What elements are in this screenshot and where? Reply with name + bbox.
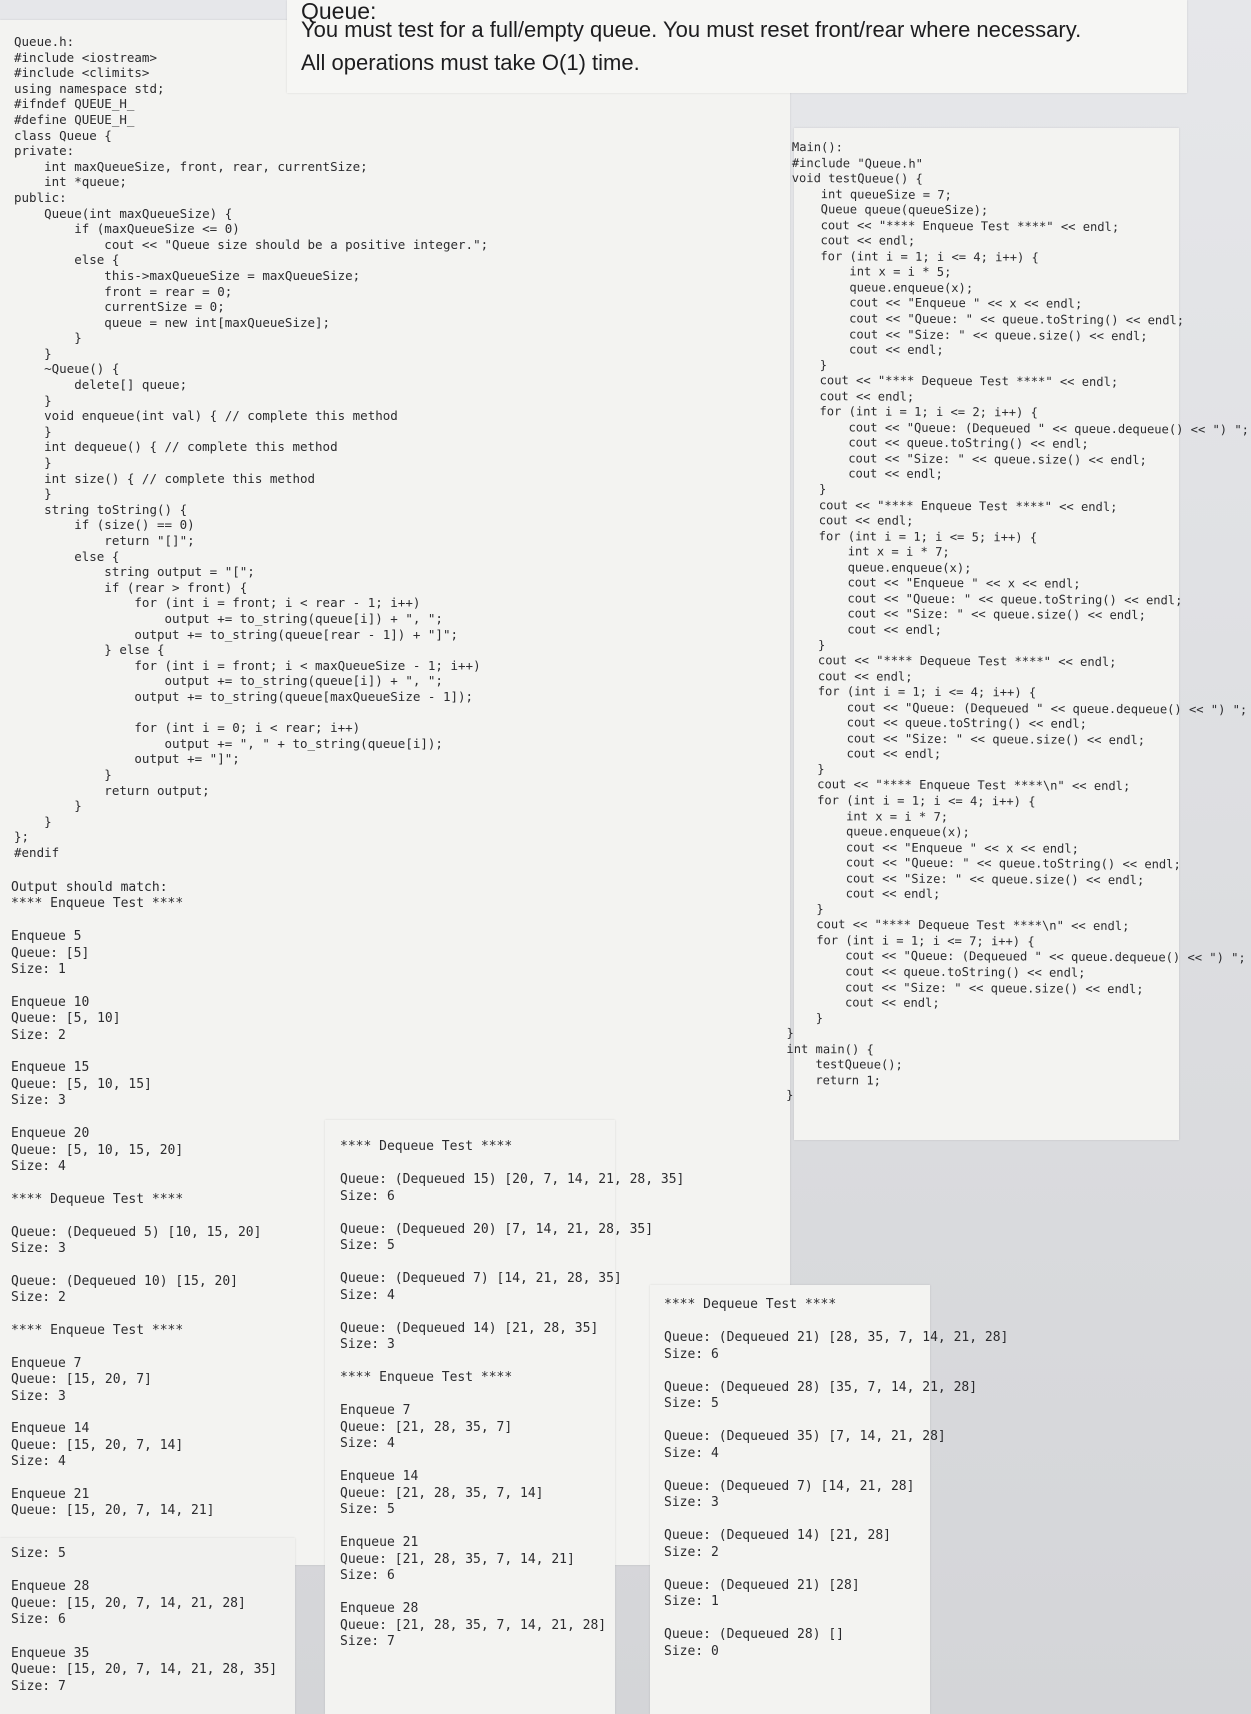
expected-output-column-3: **** Dequeue Test **** Queue: (Dequeued 21) [28, 35, 7, 14, 21, 28] Size: 6 Queue: (Dequeued 28) [35, 7, 14, 21, 28] Size: 5 Queue: (Dequeued 35) [7, 14, 21, 28] Size: 4 Queue: (Dequeued 7) [14, 21, 28] Size: 3 Queue: (Dequeued 14) [21, 28] Size: 2 Queue: (Dequeued 21) [28] Size: 1 Queue: (Dequeued 28) [] Size: 0 [664, 1297, 1009, 1659]
main-test-code: Main(): #include "Queue.h" void testQueue() { int queueSize = 7; Queue queue(queueSize); cout << "**** Enqueue Test ****" << endl; cout << endl; for (int i = 1; i <= 4; i++) { int x = i * 5; queue.enqueue(x); cout << "Enqueue " << x << endl; cout << "Queue: " << queue.toString() << endl; cout << "Size: " << queue.size() << endl; cout << endl; } cout << "**** Dequeue Test ****" << endl; cout << endl; for (int i = 1; i <= 2; i++) { cout << "Queue: (Dequeued " << queue.dequeue() << ") "; cout << queue.toString() << endl; cout << "Size: " << queue.size() << endl; cout << endl; } cout << "**** Enqueue Test ****" << endl; cout << endl; for (int i = 1; i <= 5; i++) { int x = i * 7; queue.enqueue(x); cout << "Enqueue " << x << endl; cout << "Queue: " << queue.toString() << endl; cout << "Size: " << queue.size() << endl; cout << endl; } cout << "**** Dequeue Test ****" << endl; cout << endl; for (int i = 1; i <= 4; i++) { cout << "Queue: (Dequeued " << queue.dequeue() << ") "; cout << queue.toString() << endl; cout << "Size: " << queue.size() << endl; cout << endl; } cout << "**** Enqueue Test ****\n" << endl; for (int i = 1; i <= 4; i++) { int x = i * 7; queue.enqueue(x); cout << "Enqueue " << x << endl; cout << "Queue: " << queue.toString() << endl; cout << "Size: " << queue.size() << endl; cout << endl; } cout << "**** Dequeue Test ****\n" << endl; for (int i = 1; i <= 7; i++) { cout << "Queue: (Dequeued " << queue.dequeue() << ") "; cout << queue.toString() << endl; cout << "Size: " << queue.size() << endl; cout << endl; } } int main() { testQueue(); return 1; } [786, 140, 1250, 1103]
expected-output-column-1-continued: Size: 5 Enqueue 28 Queue: [15, 20, 7, 14, 21, 28] Size: 6 Enqueue 35 Queue: [15, 20, 7, 14, 21, 28, 35] Size: 7 [11, 1546, 278, 1694]
header-requirement-2: All operations must take O(1) time. [301, 50, 640, 75]
header-title: Queue: [301, 0, 377, 24]
expected-output-column-2: **** Dequeue Test **** Queue: (Dequeued 15) [20, 7, 14, 21, 28, 35] Size: 6 Queue: (Dequeued 20) [7, 14, 21, 28, 35] Size: 5 Queue: (Dequeued 7) [14, 21, 28, 35] Size: 4 Queue: (Dequeued 14) [21, 28, 35] Size: 3 **** Enqueue Test **** Enqueue 7 Queue: [21, 28, 35, 7] Size: 4 Enqueue 14 Queue: [21, 28, 35, 7, 14] Size: 5 Enqueue 21 Queue: [21, 28, 35, 7, 14, 21] Size: 6 Enqueue 28 Queue: [21, 28, 35, 7, 14, 21, 28] Size: 7 [340, 1139, 685, 1649]
queue-h-code: Queue.h: #include <iostream> #include <climits> using namespace std; #ifndef QUEUE_H_ #define QUEUE_H_ class Queue { private: int maxQueueSize, front, rear, currentSize; int *queue; public: Queue(int maxQueueSize) { if (maxQueueSize <= 0) cout << "Queue size should be a positive integer."; else { this->maxQueueSize = maxQueueSize; front = rear = 0; currentSize = 0; queue = new int[maxQueueSize]; } } ~Queue() { delete[] queue; } void enqueue(int val) { // complete this method } int dequeue() { // complete this method } int size() { // complete this method } string toString() { if (size() == 0) return "[]"; else { string output = "["; if (rear > front) { for (int i = front; i < rear - 1; i++) output += to_string(queue[i]) + ", "; output += to_string(queue[rear - 1]) + "]"; } else { for (int i = front; i < maxQueueSize - 1; i++) output += to_string(queue[i]) + ", "; output += to_string(queue[maxQueueSize - 1]); for (int i = 0; i < rear; i++) output += ", " + to_string(queue[i]); output += "]"; } return output; } } }; #endif [14, 34, 489, 860]
header-requirement-1: You must test for a full/empty queue. You must reset front/rear where necessary. [301, 17, 1082, 42]
expected-output-column-1: Output should match: **** Enqueue Test **** Enqueue 5 Queue: [5] Size: 1 Enqueue 10 Queue: [5, 10] Size: 2 Enqueue 15 Queue: [5, 10, 15] Size: 3 Enqueue 20 Queue: [5, 10, 15, 20] Size: 4 **** Dequeue Test **** Queue: (Dequeued 5) [10, 15, 20] Size: 3 Queue: (Dequeued 10) [15, 20] Size: 2 **** Enqueue Test **** Enqueue 7 Queue: [15, 20, 7] Size: 3 Enqueue 14 Queue: [15, 20, 7, 14] Size: 4 Enqueue 21 Queue: [15, 20, 7, 14, 21] [11, 880, 262, 1519]
